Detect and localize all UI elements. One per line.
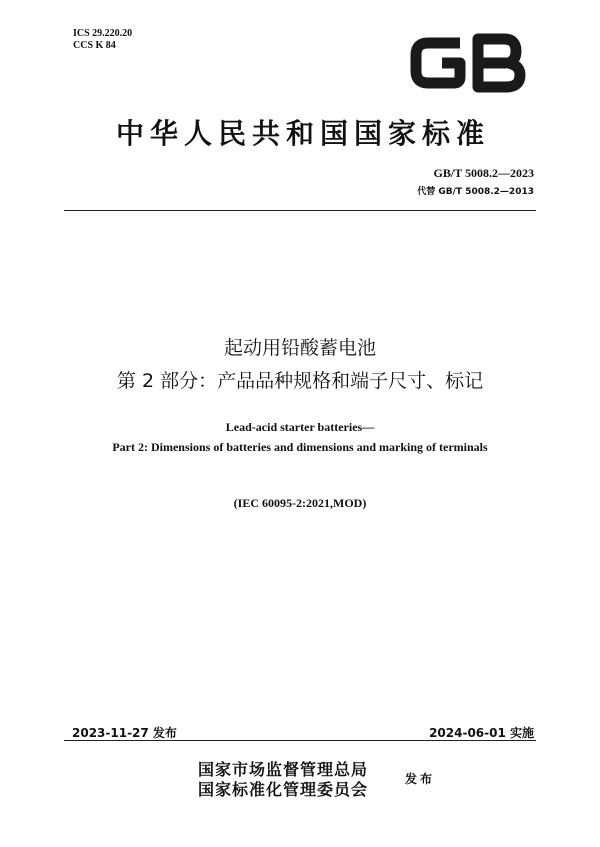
english-title-line1: Lead-acid starter batteries— [225, 420, 375, 434]
national-standard-title: 中华人民共和国国家标准 [115, 117, 490, 150]
chinese-title-line2: 第 2 部分：产品品种规格和端子尺寸、标记 [116, 370, 484, 392]
ccs-code: CCS K 84 [73, 40, 116, 51]
standard-code: GB/T 5008.2—2023 [433, 166, 534, 180]
adoption-note: (IEC 60095-2:2021,MOD) [233, 496, 367, 510]
chinese-title-line1: 起动用铅酸蓄电池 [223, 337, 376, 359]
english-title-line2: Part 2: Dimensions of batteries and dimensions and marking of terminals [112, 440, 488, 454]
ics-code: ICS 29.220.20 [73, 28, 133, 39]
implementation-date: 2024-06-01 实施 [429, 726, 534, 740]
issuer-sac: 国家标准化管理委员会 [198, 780, 369, 799]
bottom-divider [64, 740, 536, 741]
top-divider [64, 210, 536, 211]
issuer-samr: 国家市场监督管理总局 [198, 760, 369, 779]
replaces-code: 代替 GB/T 5008.2—2013 [417, 187, 534, 197]
publish-label: 发布 [405, 772, 436, 786]
issue-date: 2023-11-27 发布 [72, 726, 177, 740]
gb-logo-icon [408, 33, 528, 93]
